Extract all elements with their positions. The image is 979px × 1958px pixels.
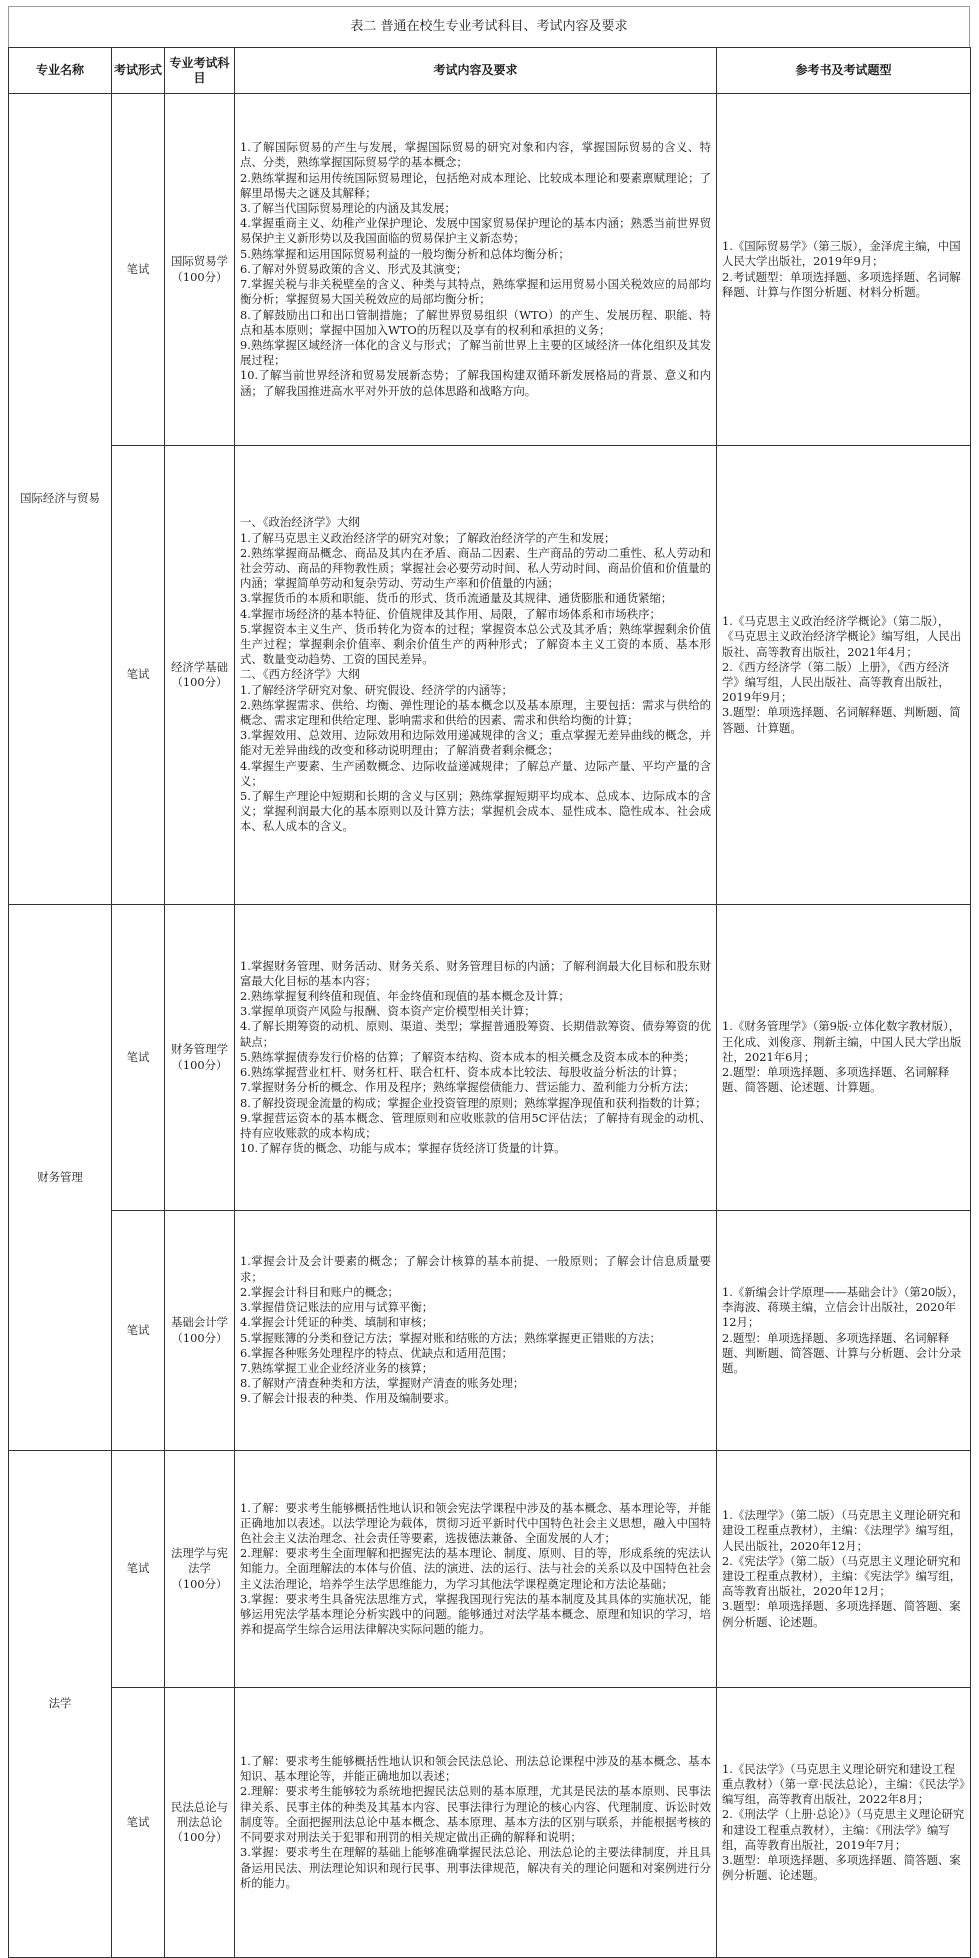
header-subject: 专业考试科目 [165,48,235,94]
content-item: 1.了解马克思主义政治经济学的研究对象；了解政治经济学的产生和发展； [240,530,616,545]
subject-cell [165,1211,235,1451]
content-item: 9.了解会计报表的种类、作用及编制要求。 [240,1391,456,1406]
content-item: 7.掌握关税与非关税壁垒的含义、种类与其特点，熟练掌握和运用贸易小国关税效应的局部均衡分析；掌握贸易大国关税效应的局部均衡分析； [240,277,711,307]
subject-name: 民法总论与刑法总论 [171,1799,228,1829]
content-item: 4.掌握重商主义、幼稚产业保护理论、发展中国家贸易保护理论的基本内涵；熟悉当前世界贸易保护主义新形势以及我国面临的贸易保护主义新态势； [240,216,711,246]
content-item: 3.掌握效用、总效用、边际效用和边际效用递减规律的含义；重点掌握无差异曲线的概念，并能对无差异曲线的改变和移动说明理由；了解消费者剩余概念； [240,728,711,758]
content-cell [235,1451,717,1688]
reference-item: 1.《法理学》（第二版）（马克思主义理论研究和建设工程重点教材），主编：《法理学》编写组，人民出版社，2020年12月； [722,1508,962,1553]
reference-item: 2.《刑法学（上册·总论）》（马克思主义理论研究和建设工程重点教材），主编：《刑法学》编写组，高等教育出版社，2019年7月； [722,1807,965,1852]
content-item: 4.了解长期筹资的动机、原则、渠道、类型；掌握普通股筹资、长期借款筹资、债券筹资的优缺点； [240,1019,711,1049]
header-major: 专业名称 [9,48,112,94]
table-row [9,94,971,446]
subject-name: 经济学基础 [171,659,228,674]
reference-item: 3.题型：单项选择题、多项选择题、简答题、案例分析题、论述题。 [722,1852,961,1883]
reference-cell [717,94,971,446]
major-name: 财务管理 [9,905,112,1451]
major-name: 法学 [9,1451,112,1958]
exam-form: 笔试 [112,1688,165,1958]
content-item: 一、《政治经济学》大纲 [240,515,360,530]
reference-cell [717,1688,971,1958]
reference-item: 1.《民法学》（马克思主义理论研究和建设工程重点教材）（第一章·民法总论），主编：《民法学》编写组，高等教育出版社，2022年8月； [722,1761,965,1807]
reference-item: 2.《西方经济学（第二版）上册》，《西方经济学》编写组，人民出版社、高等教育出版社，2019年9月； [722,659,950,705]
exam-form: 笔试 [112,94,165,446]
header-reference: 参考书及考试题型 [717,48,971,94]
document [8,6,970,1958]
header-row [9,48,971,94]
table-row [9,1211,971,1451]
reference-item: 2.题型：单项选择题、多项选择题、名词解释题、简答题、论述题、计算题。 [722,1065,950,1095]
table-row [9,1688,971,1958]
exam-form: 笔试 [112,1451,165,1688]
content-item: 8.了解财产清查种类和方法，掌握财产清查的账务处理； [240,1376,525,1391]
exam-table [8,47,971,1958]
content-item: 6.了解对外贸易政策的含义、形式及其演变； [240,261,468,276]
header-form: 考试形式 [112,48,165,94]
content-item: 6.熟练掌握营业杠杆、财务杠杆、联合杠杆、资本成本比较法、每股收益分析法的计算； [240,1065,684,1080]
content-cell [235,1688,717,1958]
reference-cell [717,905,971,1211]
reference-item: 3.题型：单项选择题、名词解释题、判断题、简答题、计算题。 [722,705,961,735]
subject-score: （100分） [171,1830,228,1845]
content-item: 1.了解国际贸易的产生与发展，掌握国际贸易的研究对象和内容，掌握国际贸易的含义、特点、分类，熟练掌握国际贸易学的基本概念； [240,140,711,170]
subject-name: 财务管理学 [171,1042,228,1057]
content-item: 4.掌握会计凭证的种类、填制和审核； [240,1315,434,1330]
content-item: 1.掌握财务管理、财务活动、财务关系、财务管理目标的内涵；了解利润最大化目标和股东财富最大化目标的基本内容； [240,958,711,988]
reference-item: 2.《宪法学》（第二版）（马克思主义理论研究和建设工程重点教材），主编：《宪法学》编写组，高等教育出版社，2020年12月； [722,1553,962,1599]
reference-item: 1.《新编会计学原理——基础会计》（第20版），李海波、蒋瑛主编，立信会计出版社，2020年12月； [722,1284,964,1330]
reference-item: 1.《国际贸易学》（第三版），金泽虎主编，中国人民大学出版社，2019年9月； [722,239,961,269]
reference-cell [717,1211,971,1451]
content-item: 3.了解当代国际贸易理论的内涵及其发展； [240,201,456,216]
table-row [9,905,971,1211]
reference-item: 1.《马克思主义政治经济学概论》（第二版），《马克思主义政治经济学概论》编写组，人民出版社、高等教育出版社，2021年4月； [722,614,962,659]
subject-name: 基础会计学 [171,1315,228,1330]
content-cell [235,905,717,1211]
content-item: 二、《西方经济学》大纲 [240,667,360,682]
content-item: 5.熟练掌握和运用国际贸易利益的一般均衡分析和总体均衡分析； [240,246,570,261]
table-title: 表二 普通在校生专业考试科目、考试内容及要求 [8,6,970,47]
content-cell [235,446,717,905]
subject-score: （100分） [171,1057,228,1072]
subject-score: （100分） [171,675,228,689]
content-cell [235,94,717,446]
content-item: 5.熟练掌握债券发行价格的估算；了解资本结构、资本成本的相关概念及资本成本的种类； [240,1049,696,1064]
major-name: 国际经济与贸易 [9,94,112,905]
exam-form: 笔试 [112,1211,165,1451]
subject-cell [165,446,235,905]
content-item: 1.掌握会计及会计要素的概念；了解会计核算的基本前提、一般原则；了解会计信息质量要求； [240,1254,711,1284]
reference-cell [717,446,971,905]
content-item: 7.熟练掌握工业企业经济业务的核算； [240,1360,434,1375]
subject-score: （100分） [171,1330,228,1345]
subject-score: （100分） [171,269,228,284]
content-item: 5.了解生产理论中短期和长期的含义与区别；熟练掌握短期平均成本、总成本、边际成本的含义；掌握利润最大化的基本原则以及计算方法；掌握机会成本、显性成本、隐性成本、社会成本、私人成本的含义。 [240,789,711,834]
table-body [9,94,971,1958]
content-item: 9.掌握营运资本的基本概念、管理原则和应收账款的信用5C评估法；了解持有现金的动机、持有应收账款的成本构成； [240,1110,711,1140]
exam-form: 笔试 [112,905,165,1211]
content-item: 6.掌握各种账务处理程序的特点、优缺点和适用范围； [240,1345,513,1360]
subject-cell [165,905,235,1211]
subject-name: 法理学与宪法学 [171,1546,228,1576]
subject-cell [165,1451,235,1688]
subject-cell [165,1688,235,1958]
content-item: 4.掌握生产要素、生产函数概念、边际收益递减规律；了解总产量、边际产量、平均产量的含义； [240,758,711,788]
content-item: 2.熟练掌握和运用传统国际贸易理论，包括绝对成本理论、比较成本理论和要素禀赋理论；了解里昂惕夫之谜及其解释； [240,170,711,200]
content-item: 2.掌握会计科目和账户的概念； [240,1284,399,1299]
header-content: 考试内容及要求 [235,48,717,94]
content-item: 8.了解投资现金流量的构成；掌握企业投资管理的原则；熟练掌握净现值和获利指数的计算； [240,1095,707,1110]
content-cell [235,1211,717,1451]
content-item: 7.掌握财务分析的概念、作用及程序；熟练掌握偿债能力、营运能力、盈利能力分析方法； [240,1080,696,1095]
content-item: 1.了解经济学研究对象、研究假设、经济学的内涵等； [240,682,513,697]
table-row [9,1451,971,1688]
content-item: 2.熟练掌握需求、供给、均衡、弹性理论的基本概念以及基本原理，主要包括：需求与供给的概念、需求定理和供给定理、影响需求和供给的因素、需求和供给均衡的计算； [240,697,711,727]
subject-name: 国际贸易学 [171,254,228,269]
subject-cell [165,94,235,446]
reference-item: 3.题型：单项选择题、多项选择题、简答题、案例分析题、论述题。 [722,1599,961,1629]
content-item: 3.掌握：要求考生在理解的基础上能够准确掌握民法总论、刑法总论的主要法律制度，并且具备运用民法、刑法理论知识和现行民事、刑事法律规范，解决有关的理论问题和对案例进行分析的能力。 [240,1845,711,1890]
content-item: 1.了解：要求考生能够概括性地认识和领会宪法学课程中涉及的基本概念、基本理论等，并能正确地加以表述。以法学理论为载体，贯彻习近平新时代中国特色社会主义思想，融入中国特色社会主义法治理念、社会责任等要素，选拔德法兼备、全面发展的人才； [240,1500,711,1545]
subject-score: （100分） [171,1576,228,1591]
content-item: 3.掌握：要求考生具备宪法思维方式，掌握我国现行宪法的基本制度及其具体的实施状况，能够运用宪法学基本理论分析实践中的问题。能够通过对法学基本概念、原理和知识的学习，培养和提高学生综合运用法律解决实际问题的能力。 [240,1591,711,1637]
content-item: 2.理解：要求考生全面理解和把握宪法的基本理论、制度、原则、目的等，形成系统的宪法认知能力。全面理解法的本体与价值、法的演进、法的运行、法与社会的关系以及中国特色社会主义法治理论，培养学生法学思维能力，为学习其他法学课程奠定理论和方法论基础； [240,1546,711,1591]
table-row [9,446,971,905]
reference-item: 1.《财务管理学》（第9版·立体化数字教材版），王化成、刘俊彦、荆新主编，中国人民大学出版社，2021年6月； [722,1019,962,1064]
content-item: 5.掌握资本主义生产、货币转化为资本的过程；掌握资本总公式及其矛盾；熟练掌握剩余价值生产过程；掌握剩余价值率、剩余价值生产的两种形式；了解资本主义工资的本质、基本形式、数量变动趋势、工资的国民差异。 [240,621,711,667]
reference-item: 2.考试题型：单项选择题、多项选择题、名词解释题、计算与作图分析题、材料分析题。 [722,269,961,299]
content-item: 2.理解：要求考生能够较为系统地把握民法总则的基本原理，尤其是民法的基本原则、民事法律关系、民事主体的种类及其基本内容、民事法律行为理论的核心内容、代理制度、诉讼时效制度等。全面把握刑法总论中基本概念、基本原理、基本方法的区别与联系，并能根据考核的不同要求对刑法关于犯罪和刑罚的相关规定做出正确的解释和说明； [240,1784,711,1845]
content-item: 10.了解当前世界经济和贸易发展新态势；了解我国构建双循环新发展格局的背景、意义和内涵；了解我国推进高水平对外开放的总体思路和战略方向。 [240,368,711,398]
content-item: 9.熟练掌握区域经济一体化的含义与形式；了解当前世界上主要的区域经济一体化组织及其发展过程； [240,337,711,368]
content-item: 2.熟练掌握复利终值和现值、年金终值和现值的基本概念及计算； [240,989,570,1004]
content-item: 4.掌握市场经济的基本特征、价值规律及其作用、局限，了解市场体系和市场秩序； [240,606,661,621]
content-item: 5.掌握账簿的分类和登记方法；掌握对账和结账的方法；熟练掌握更正错账的方法； [240,1330,661,1345]
content-item: 10.了解存货的概念、功能与成本；掌握存货经济订货量的计算。 [240,1141,566,1156]
content-item: 3.掌握货币的本质和职能、货币的形式、货币流通量及其规律、通货膨胀和通货紧缩； [240,591,673,606]
reference-item: 2.题型：单项选择题、多项选择题、名词解释题、判断题、简答题、计算与分析题、会计分录题。 [722,1330,962,1375]
content-item: 2.熟练掌握商品概念、商品及其内在矛盾、商品二因素、生产商品的劳动二重性、私人劳动和社会劳动、商品的拜物教性质；掌握社会必要劳动时间、私人劳动时间、商品价值和价值量的内涵；掌握简单劳动和复杂劳动、劳动生产率和价值量的内涵； [240,545,711,591]
content-item: 3.掌握单项资产风险与报酬、资本资产定价模型相关计算； [240,1004,536,1019]
content-item: 3.掌握借贷记账法的应用与试算平衡； [240,1300,434,1315]
reference-cell [717,1451,971,1688]
content-item: 1.了解：要求考生能够概括性地认识和领会民法总论、刑法总论课程中涉及的基本概念、基本知识、基本理论等，并能正确地加以表述； [240,1754,711,1784]
exam-form: 笔试 [112,446,165,905]
content-item: 8.了解鼓励出口和出口管制措施；了解世界贸易组织（WTO）的产生、发展历程、职能、特点和基本原则；掌握中国加入WTO的历程以及享有的权利和承担的义务； [240,307,711,337]
